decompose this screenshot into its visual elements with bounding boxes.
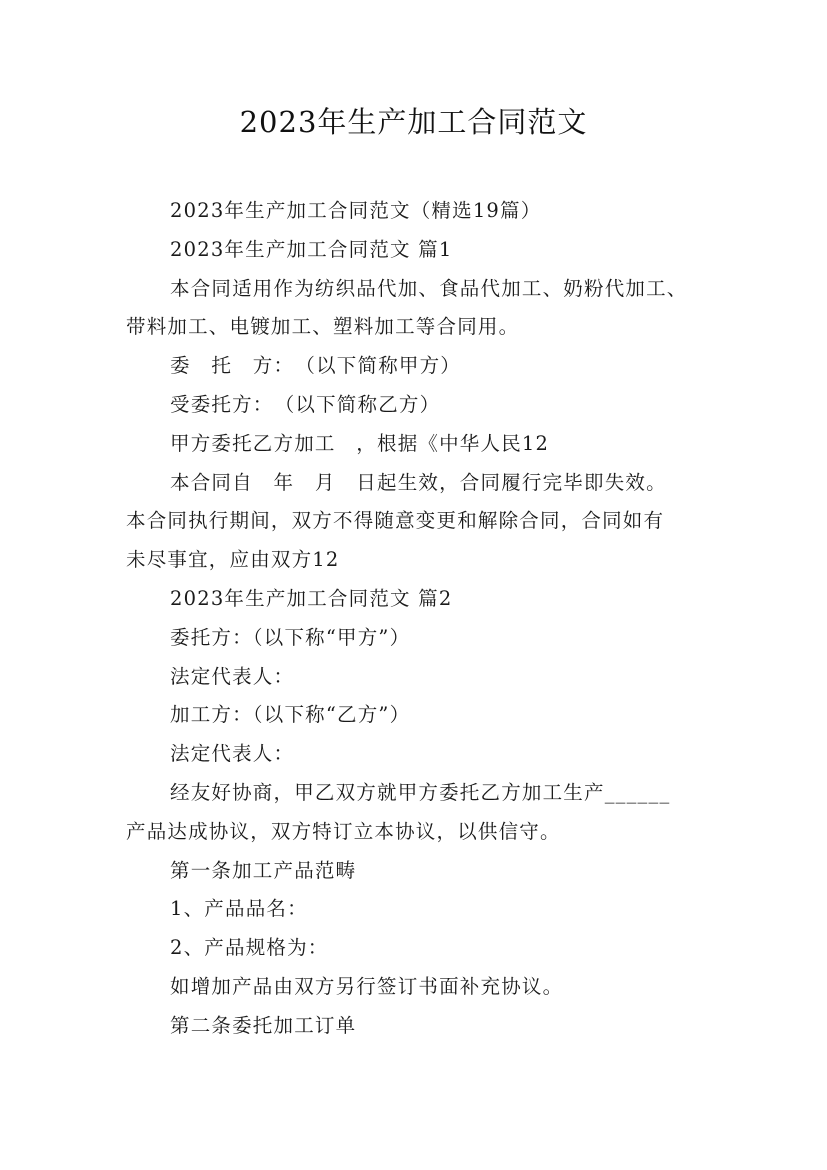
paragraph-line: 产品达成协议，双方特订立本协议，以供信守。 [126,819,561,843]
paragraph-line: 1、产品品名： [170,897,308,921]
paragraph-line: 法定代表人： [170,664,295,688]
paragraph-line: 法定代表人： [170,742,295,766]
paragraph-line: 受委托方： （以下简称乙方） [170,392,441,416]
article-heading: 第二条委托加工订单 [170,1013,357,1037]
paragraph-line: 本合同执行期间，双方不得随意变更和解除合同，合同如有 [126,509,665,533]
paragraph-line: 加工方：（以下称“乙方”） [170,703,411,727]
paragraph-line: 带料加工、电镀加工、塑料加工等合同用。 [126,315,520,339]
paragraph-line: 甲方委托乙方加工 ，根据《中华人民12 [170,431,550,455]
paragraph-line: 经友好协商，甲乙双方就甲方委托乙方加工生产______ [170,780,671,804]
paragraph-line: 委 托 方： （以下简称甲方） [170,354,462,378]
paragraph-line: 2、产品规格为： [170,936,329,960]
paragraph-line: 委托方：（以下称“甲方”） [170,625,411,649]
paragraph-line: 2023年生产加工合同范文（精选19篇） [170,199,542,222]
section-heading: 2023年生产加工合同范文 篇1 [170,237,453,261]
paragraph-line: 本合同自 年 月 日起生效，合同履行完毕即失效。 [170,470,667,494]
section-heading: 2023年生产加工合同范文 篇2 [170,586,453,610]
document-body [126,192,706,1046]
document-title: 2023年生产加工合同范文 [239,105,588,139]
paragraph-line: 未尽事宜，应由双方12 [126,548,340,572]
paragraph-line: 如增加产品由双方另行签订书面补充协议。 [170,974,564,998]
article-heading: 第一条加工产品范畴 [170,858,357,882]
paragraph-line: 本合同适用作为纺织品代加、食品代加工、奶粉代加工、 [170,276,688,300]
